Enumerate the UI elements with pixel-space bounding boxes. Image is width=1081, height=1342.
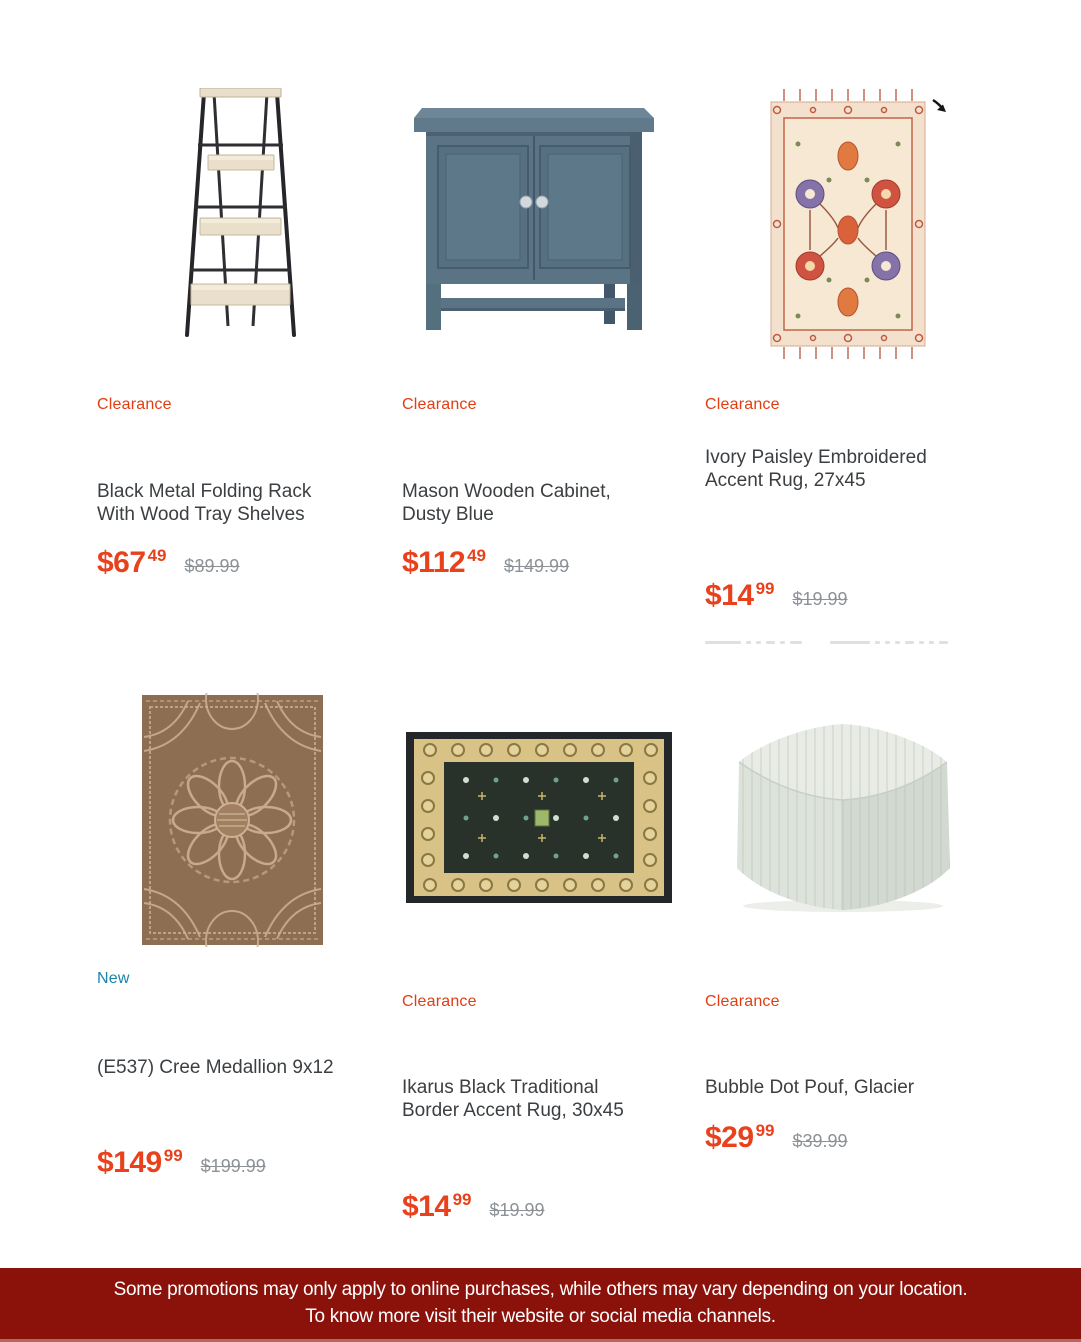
product-title[interactable]: (E537) Cree Medallion 9x12	[97, 1057, 334, 1078]
current-price: $112 $^{49}$	[402, 546, 487, 579]
ivory-paisley-rug-image	[768, 88, 928, 360]
current-price: $14 $^{99}$	[705, 579, 775, 612]
product-photo-ikarus-black-rug[interactable]	[404, 730, 674, 910]
price-row	[705, 579, 848, 613]
original-price: $19.99	[792, 589, 848, 609]
current-price: $149 $^{99}$	[97, 1146, 183, 1179]
product-card[interactable]	[402, 60, 682, 660]
product-title[interactable]: Ivory Paisley Embroidered Accent Rug, 27x45	[705, 447, 927, 491]
promo-banner	[0, 1268, 1081, 1342]
product-title[interactable]: Bubble Dot Pouf, Glacier	[705, 1077, 915, 1098]
original-price: $19.99	[489, 1200, 545, 1220]
product-card[interactable]	[97, 60, 377, 660]
product-photo-bubble-dot-pouf[interactable]	[721, 718, 966, 918]
clearance-badge: Clearance	[97, 396, 172, 413]
promo-line-2: To know more visit their website or social media channels.	[305, 1306, 776, 1327]
product-card[interactable]	[97, 660, 377, 1260]
bubble-dot-pouf-image	[721, 718, 966, 913]
original-price: $149.99	[504, 556, 570, 576]
mouse-cursor-icon	[930, 97, 954, 126]
product-title[interactable]: Ikarus Black Traditional Border Accent Rug, 30x45	[402, 1077, 624, 1121]
product-photo-cree-medallion-rug[interactable]	[140, 693, 325, 952]
new-badge: New	[97, 970, 130, 987]
product-card[interactable]	[402, 660, 682, 1260]
product-card[interactable]	[705, 660, 985, 1260]
price-row	[705, 1121, 848, 1155]
product-photo-ladder-rack[interactable]	[183, 88, 298, 343]
current-price: $67 $^{49}$	[97, 546, 167, 579]
price-row	[97, 546, 240, 580]
price-row	[97, 1146, 266, 1180]
current-price: $14 $^{99}$	[402, 1190, 472, 1223]
clearance-badge: Clearance	[705, 396, 780, 413]
product-photo-blue-cabinet[interactable]	[408, 102, 658, 337]
original-price: $89.99	[184, 556, 240, 576]
product-title[interactable]: Mason Wooden Cabinet, Dusty Blue	[402, 481, 611, 525]
price-row	[402, 546, 569, 580]
clearance-badge: Clearance	[402, 993, 477, 1010]
current-price: $29 $^{99}$	[705, 1121, 775, 1154]
price-row	[402, 1190, 545, 1224]
product-photo-ivory-paisley-rug[interactable]	[768, 88, 928, 365]
ladder-rack-image	[183, 88, 298, 338]
clearance-badge: Clearance	[705, 993, 780, 1010]
ikarus-black-rug-image	[404, 730, 674, 905]
clearance-badge: Clearance	[402, 396, 477, 413]
original-price: $199.99	[200, 1156, 266, 1176]
blue-cabinet-image	[408, 102, 658, 332]
product-card[interactable]	[705, 60, 985, 660]
original-price: $39.99	[792, 1131, 848, 1151]
cree-medallion-rug-image	[140, 693, 325, 947]
faded-text-placeholder	[705, 641, 948, 644]
promo-line-1: Some promotions may only apply to online purchases, while others may vary depending on your location.	[113, 1279, 968, 1300]
product-title[interactable]: Black Metal Folding Rack With Wood Tray Shelves	[97, 481, 312, 525]
